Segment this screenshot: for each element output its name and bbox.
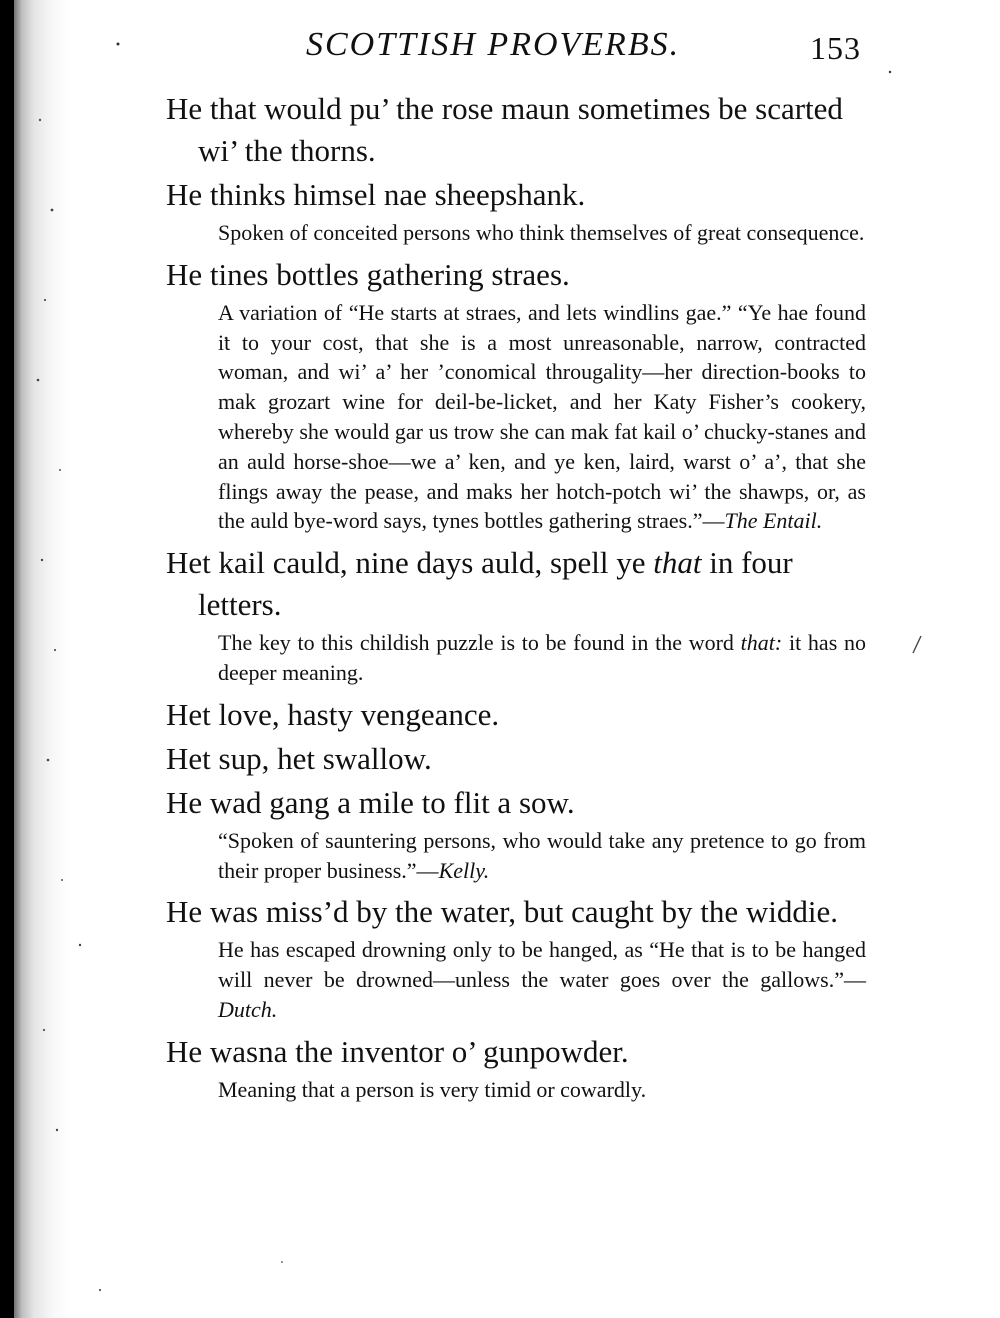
gloss-text: The key to this childish puzzle is to be found in the word [218, 630, 741, 656]
proverb-gloss [218, 628, 866, 688]
gloss-text: He has escaped drowning only to be hanged, as “He that is to be hanged will never be drowned—unless the water goes over the gallows.”— [218, 937, 866, 993]
proverb-gloss [218, 826, 866, 886]
proverb: He tines bottles gathering straes. [166, 256, 570, 292]
gloss-text: it has no deeper meaning. [218, 630, 866, 685]
gloss-citation: Kelly. [438, 857, 490, 883]
proverb: He that would pu’ the rose maun sometimes be scarted wi’ the thorns. [166, 91, 843, 168]
proverb [166, 542, 866, 626]
proverb: He was miss’d by the water, but caught by the widdie. [166, 894, 838, 930]
gloss-citation: The Entail. [724, 508, 823, 534]
gloss-emphasis: that: [740, 630, 783, 656]
page-number: 153 [810, 30, 861, 66]
gloss-citation: Dutch. [218, 996, 278, 1022]
proverb-list [166, 88, 866, 1111]
gloss-text: “Spoken of sauntering persons, who would take any pretence to go from their proper business.”— [218, 827, 866, 883]
proverb-gloss [218, 935, 866, 1024]
proverb-text: Het kail cauld, nine days auld, spell ye [166, 545, 654, 581]
proverb-emphasis: that [653, 545, 702, 581]
proverb: Het love, hasty vengeance. [166, 696, 500, 732]
proverb-gloss: Spoken of conceited persons who think themselves of great consequence. [218, 220, 865, 245]
running-title: SCOTTISH PROVERBS. [306, 26, 681, 63]
proverb: He wad gang a mile to flit a sow. [166, 784, 575, 820]
gloss-text: A variation of “He starts at straes, and lets windlins gae.” “Ye hae found it to your cost, that she is a most unreasonable, narrow, contracted woman, and wi’ a’ her ’conomical througality—her direction-books to mak grozart wine for deil-be-licket, and her Katy Fisher’s cookery, whereby she would gar us trow she can mak fat kail o’ chucky-stanes and an auld horse-shoe—we a’ ken, and ye ken, laird, warst o’ a’, that she flings away the pease, and maks her hotch-potch wi’ the shawps, or, as the auld bye-word says, tynes bottles gathering straes.”— [218, 299, 866, 534]
proverb: Het sup, het swallow. [166, 740, 432, 776]
proverb-text: in four letters. [198, 545, 793, 623]
proverb: He wasna the inventor o’ gunpowder. [166, 1033, 629, 1069]
proverb-gloss [218, 298, 866, 536]
proverb: He thinks himsel nae sheepshank. [166, 177, 586, 212]
page-header [306, 22, 866, 82]
proverb-gloss: Meaning that a person is very timid or cowardly. [218, 1076, 647, 1102]
